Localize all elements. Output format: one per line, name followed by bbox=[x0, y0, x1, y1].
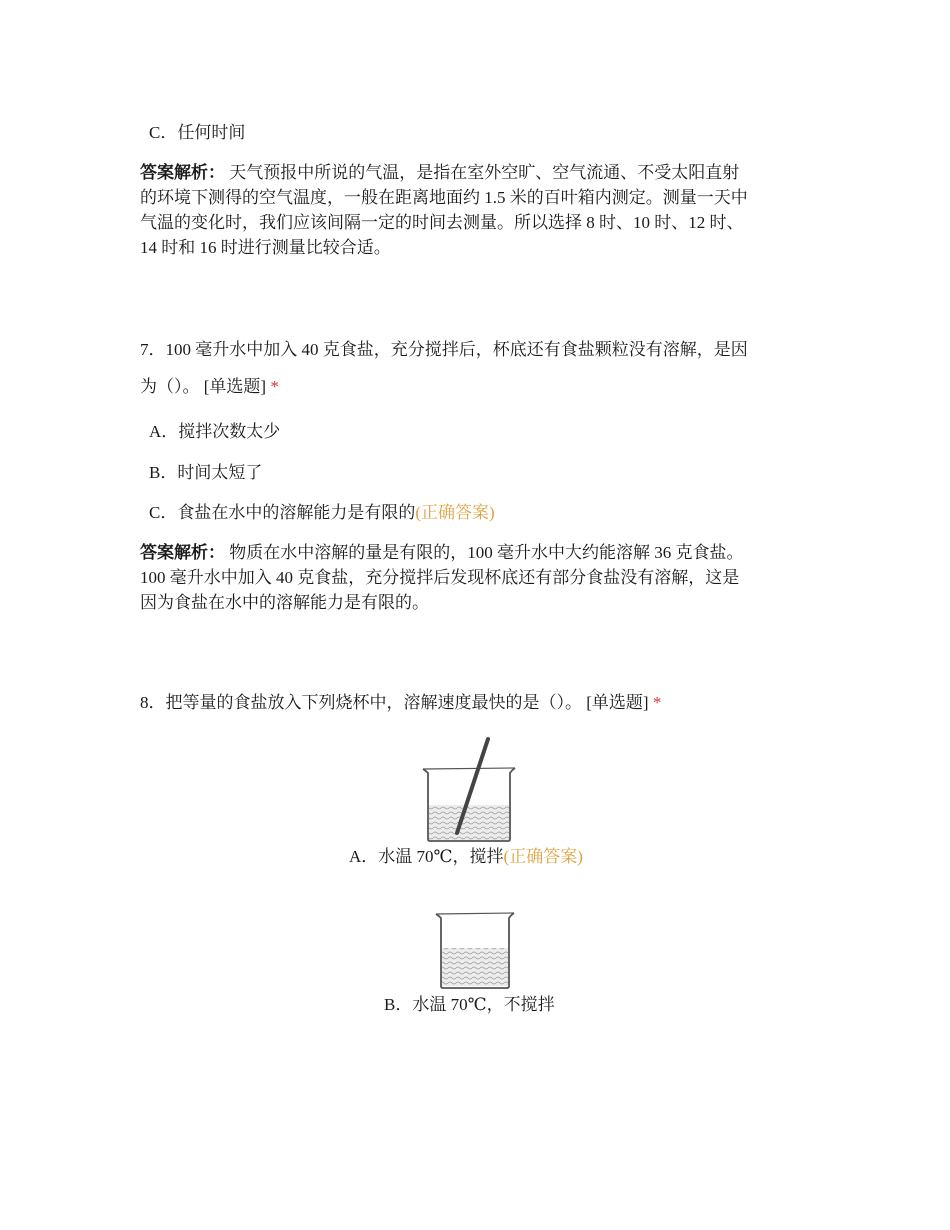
required-mark: * bbox=[270, 377, 279, 396]
question-7-title-line-1 bbox=[140, 338, 748, 362]
question-8-option-a[interactable] bbox=[349, 845, 583, 869]
analysis-text: 的环境下测得的空气温度，一般在距离地面约 1.5 米的百叶箱内测定。测量一天中 bbox=[140, 188, 748, 207]
analysis-title: 答案解析： bbox=[140, 543, 225, 562]
required-mark: * bbox=[652, 693, 662, 712]
question-7-analysis-line-3 bbox=[140, 591, 429, 615]
analysis-line-4 bbox=[140, 236, 391, 260]
analysis-text: 天气预报中所说的气温，是指在室外空旷、空气流通、不受太阳直射 bbox=[225, 163, 740, 182]
beaker-with-rod-icon bbox=[417, 735, 537, 843]
question-7-option-c[interactable] bbox=[149, 501, 495, 525]
option-label: B．时间太短了 bbox=[149, 463, 263, 482]
question-7-option-a[interactable] bbox=[149, 420, 280, 444]
question-text: 8．把等量的食盐放入下列烧杯中，溶解速度最快的是（）。 [单选题] bbox=[140, 693, 649, 712]
question-7-option-b[interactable] bbox=[149, 461, 262, 485]
option-label: C．食盐在水中的溶解能力是有限的 bbox=[149, 503, 416, 522]
option-label: A．搅拌次数太少 bbox=[149, 422, 281, 441]
question-7-analysis-line-2 bbox=[140, 566, 739, 590]
option-label: B．水温 70℃，不搅拌 bbox=[384, 995, 555, 1014]
option-label: C．任何时间 bbox=[149, 123, 246, 142]
option-c-previous[interactable] bbox=[149, 121, 245, 145]
correct-answer-tag: (正确答案) bbox=[503, 847, 583, 866]
question-8-title bbox=[140, 691, 661, 715]
analysis-text: 14 时和 16 时进行测量比较合适。 bbox=[140, 238, 391, 257]
correct-answer-tag: (正确答案) bbox=[415, 503, 495, 522]
question-7-title-line-2 bbox=[140, 375, 279, 399]
analysis-text: 因为食盐在水中的溶解能力是有限的。 bbox=[140, 593, 429, 612]
analysis-text: 气温的变化时，我们应该间隔一定的时间去测量。所以选择 8 时、10 时、12 时、 bbox=[140, 213, 744, 232]
question-8-option-b-image[interactable] bbox=[432, 910, 518, 990]
question-8-option-b[interactable] bbox=[384, 993, 555, 1017]
question-7-analysis-line-1 bbox=[140, 541, 744, 565]
analysis-line-2 bbox=[140, 186, 748, 210]
analysis-line-1 bbox=[140, 161, 739, 185]
beaker-icon bbox=[432, 910, 518, 990]
question-text: 为（）。 [单选题] bbox=[140, 377, 267, 396]
option-label: A．水温 70℃，搅拌 bbox=[349, 847, 504, 866]
analysis-title: 答案解析： bbox=[140, 163, 225, 182]
analysis-text: 物质在水中溶解的量是有限的，100 毫升水中大约能溶解 36 克食盐。 bbox=[225, 543, 744, 562]
analysis-line-3 bbox=[140, 211, 744, 235]
question-text: 7．100 毫升水中加入 40 克食盐，充分搅拌后，杯底还有食盐颗粒没有溶解，是因 bbox=[140, 340, 748, 359]
question-8-option-a-image[interactable] bbox=[417, 735, 537, 843]
analysis-text: 100 毫升水中加入 40 克食盐，充分搅拌后发现杯底还有部分食盐没有溶解，这是 bbox=[140, 568, 740, 587]
